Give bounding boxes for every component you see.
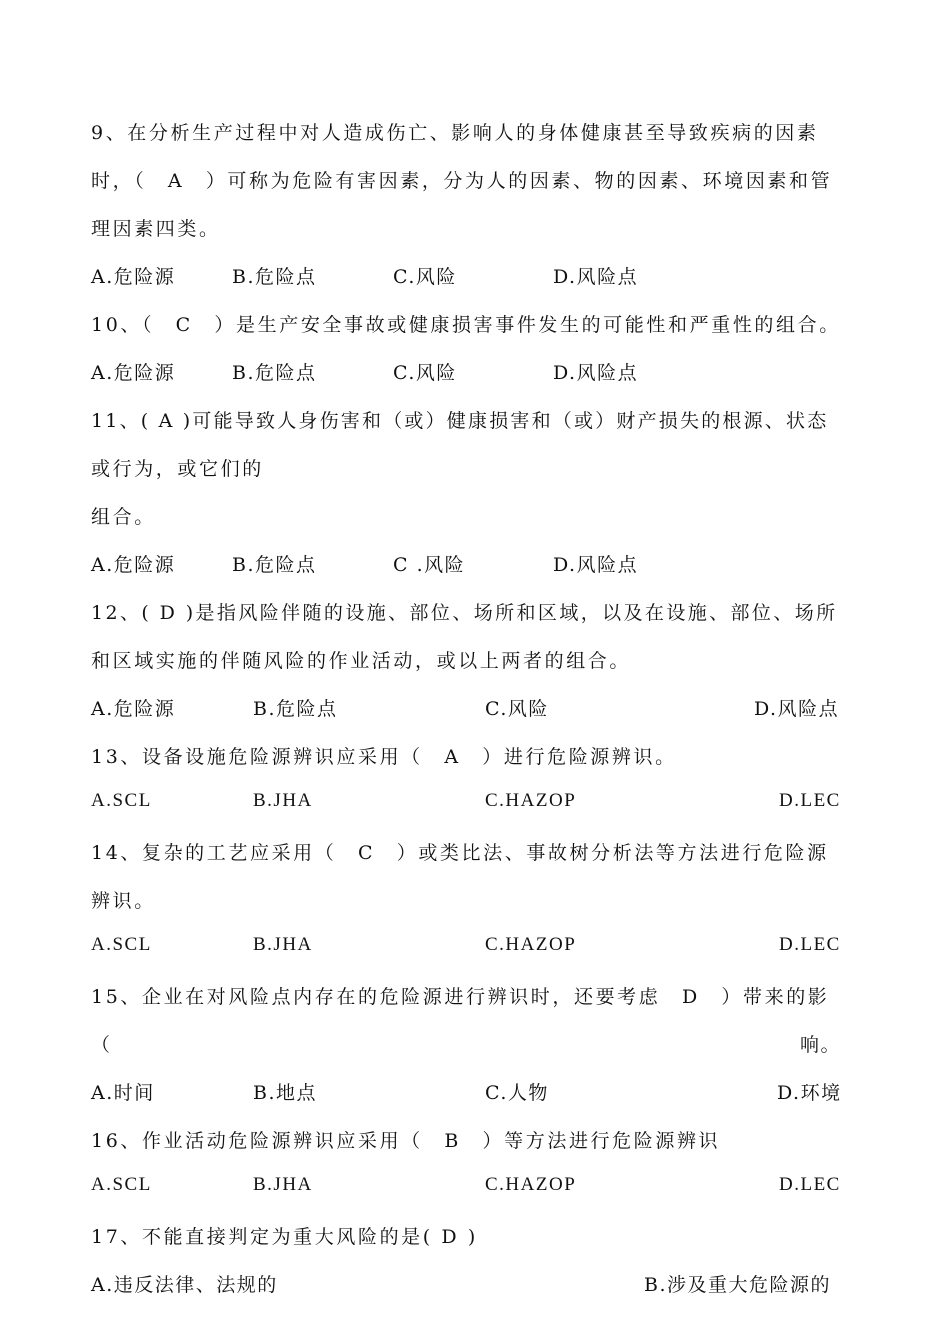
question-10-option-b: B.危险点 — [232, 362, 317, 384]
question-15-line-1: 15、企业在对风险点内存在的危险源进行辨识时，还要考虑 D ）带来的影 — [91, 986, 830, 1008]
question-14-option-b: B.JHA — [253, 934, 313, 955]
question-15-continuation-left: （ — [91, 1034, 112, 1056]
question-12-option-d: D.风险点 — [754, 698, 840, 720]
question-11-line-3: 组合。 — [91, 506, 156, 528]
question-11-option-a: A.危险源 — [91, 554, 176, 576]
question-16-option-d: D.LEC — [779, 1174, 841, 1195]
question-16-line-1: 16、作业活动危险源辨识应采用（ B ）等方法进行危险源辨识 — [91, 1130, 721, 1152]
question-14-option-d: D.LEC — [779, 934, 841, 955]
question-12-line-2: 和区域实施的伴随风险的作业活动，或以上两者的组合。 — [91, 650, 632, 672]
question-13-option-d: D.LEC — [779, 790, 841, 811]
question-15-option-b: B.地点 — [253, 1082, 318, 1104]
question-14-line-2: 辨识。 — [91, 890, 156, 912]
question-17-line-1: 17、不能直接判定为重大风险的是( D ) — [91, 1226, 478, 1248]
question-9-line-3: 理因素四类。 — [91, 218, 221, 240]
question-16-option-b: B.JHA — [253, 1174, 313, 1195]
question-11-option-b: B.危险点 — [232, 554, 317, 576]
question-14-line-1: 14、复杂的工艺应采用（ C ）或类比法、事故树分析法等方法进行危险源 — [91, 842, 829, 864]
question-15-option-c: C.人物 — [485, 1082, 549, 1104]
question-9-line-2: 时，（ A ）可称为危险有害因素，分为人的因素、物的因素、环境因素和管 — [91, 170, 833, 192]
question-12-option-c: C.风险 — [485, 698, 549, 720]
question-12-option-a: A.危险源 — [91, 698, 176, 720]
question-12-line-1: 12、( D )是指风险伴随的设施、部位、场所和区域，以及在设施、部位、场所 — [91, 602, 838, 624]
question-13-option-b: B.JHA — [253, 790, 313, 811]
question-15-option-d: D.环境 — [777, 1082, 842, 1104]
question-13-option-a: A.SCL — [91, 790, 152, 811]
question-16-option-c: C.HAZOP — [485, 1174, 577, 1195]
question-16-option-a: A.SCL — [91, 1174, 152, 1195]
question-9-option-b: B.危险点 — [232, 266, 317, 288]
question-12-option-b: B.危险点 — [253, 698, 338, 720]
question-9-option-c: C.风险 — [393, 266, 457, 288]
question-11-line-1: 11、( A )可能导致人身伤害和（或）健康损害和（或）财产损失的根源、状态 — [91, 410, 829, 432]
question-10-option-a: A.危险源 — [91, 362, 176, 384]
question-17-option-b: B.涉及重大危险源的 — [644, 1274, 832, 1296]
question-13-option-c: C.HAZOP — [485, 790, 577, 811]
question-14-option-c: C.HAZOP — [485, 934, 577, 955]
question-17-option-a: A.违反法律、法规的 — [91, 1274, 278, 1296]
question-9-option-a: A.危险源 — [91, 266, 176, 288]
question-13-line-1: 13、设备设施危险源辨识应采用（ A ）进行危险源辨识。 — [91, 746, 677, 768]
question-14-option-a: A.SCL — [91, 934, 152, 955]
question-11-option-d: D.风险点 — [553, 554, 639, 576]
question-9-option-d: D.风险点 — [553, 266, 639, 288]
question-15-option-a: A.时间 — [91, 1082, 155, 1104]
question-11-option-c: C .风险 — [393, 554, 466, 576]
question-10-option-d: D.风险点 — [553, 362, 639, 384]
question-15-continuation-right: 响。 — [800, 1034, 842, 1056]
question-9-line-1: 9、在分析生产过程中对人造成伤亡、影响人的身体健康甚至导致疾病的因素 — [91, 122, 819, 144]
question-11-line-2: 或行为，或它们的 — [91, 458, 264, 480]
question-10-line-1: 10、（ C ）是生产安全事故或健康损害事件发生的可能性和严重性的组合。 — [91, 314, 841, 336]
question-10-option-c: C.风险 — [393, 362, 457, 384]
